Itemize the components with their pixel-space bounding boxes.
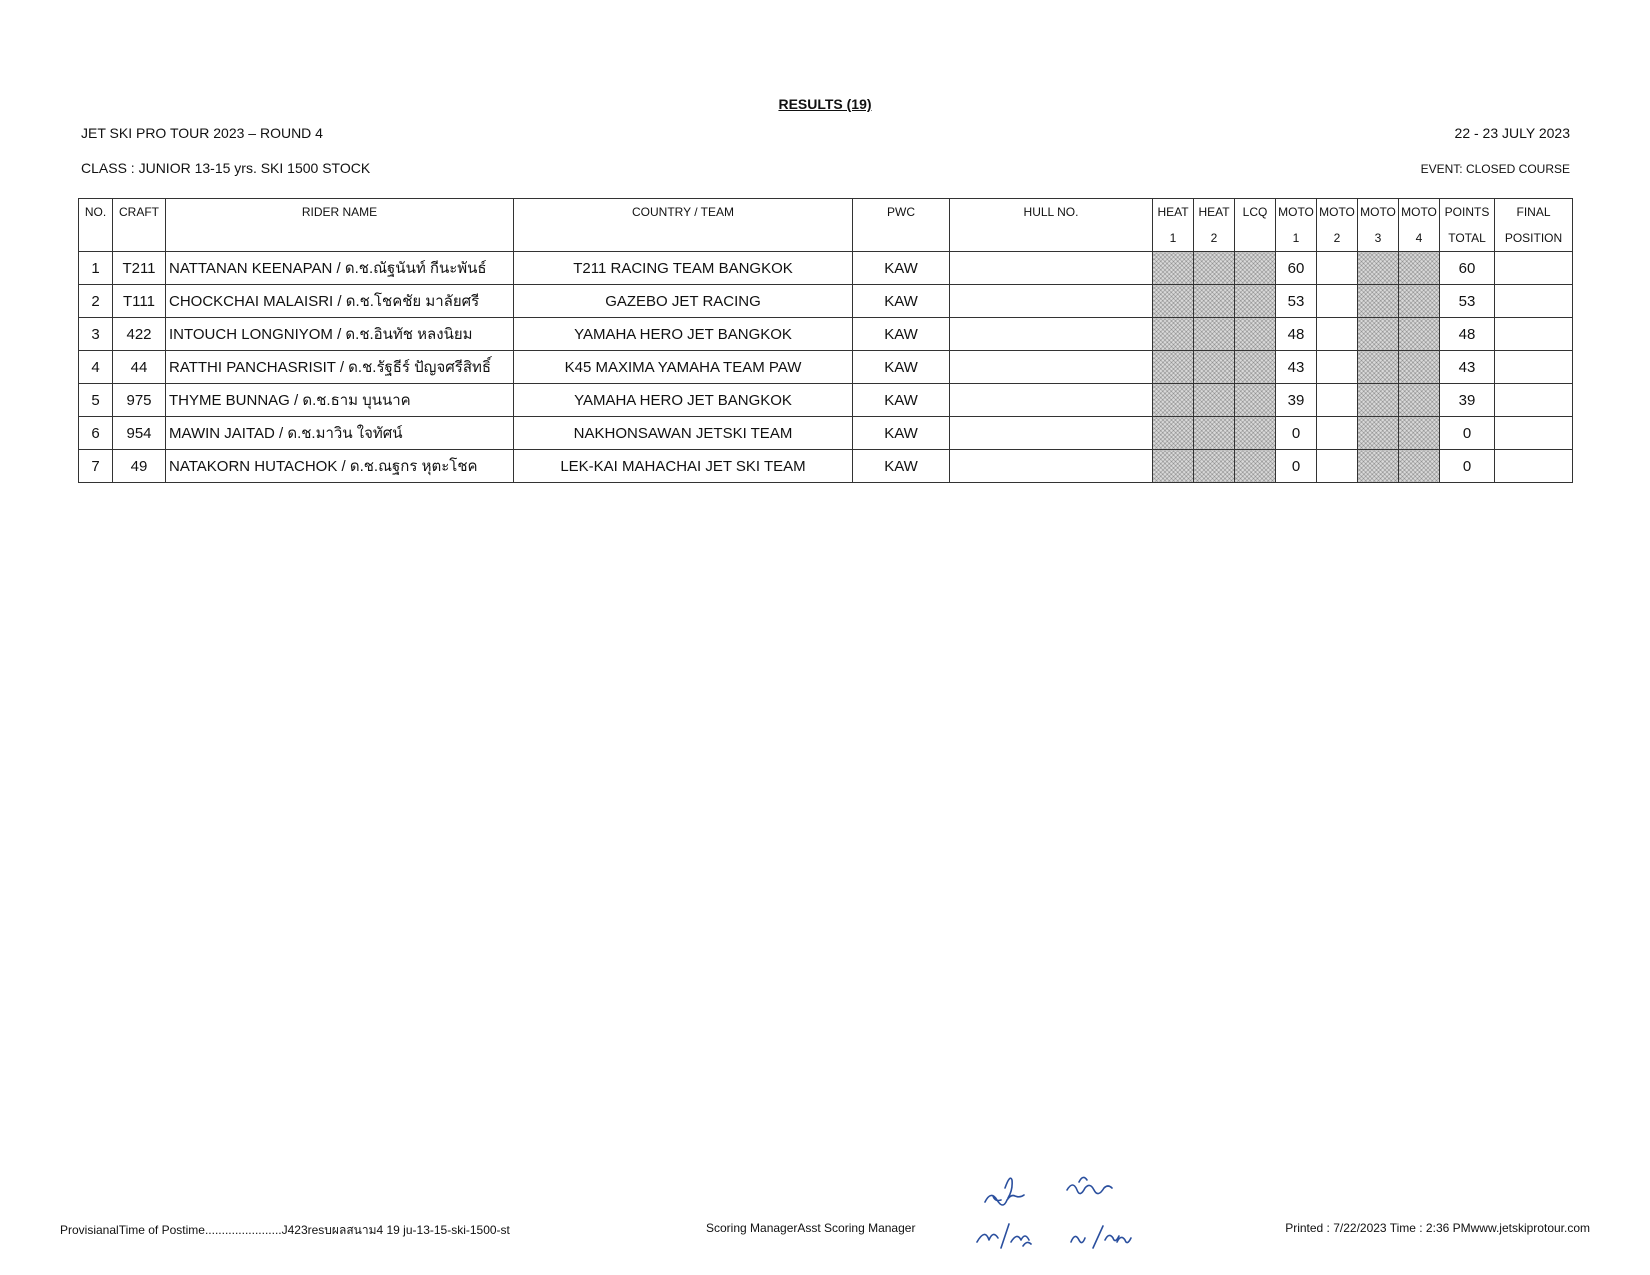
cell-moto-3 (1358, 285, 1399, 318)
cell-pwc: KAW (853, 351, 950, 384)
cell-moto-2 (1317, 417, 1358, 450)
cell-final-position (1495, 252, 1573, 285)
cell-moto-1: 53 (1276, 285, 1317, 318)
cell-pwc: KAW (853, 318, 950, 351)
cell-moto-3 (1358, 252, 1399, 285)
cell-heat-1 (1153, 252, 1194, 285)
cell-moto-1: 0 (1276, 450, 1317, 483)
cell-team: T211 RACING TEAM BANGKOK (514, 252, 853, 285)
cell-rider-name: NATTANAN KEENAPAN / ด.ช.ณัฐนันท์ กีนะพันธ์ (166, 252, 514, 285)
cell-moto-3 (1358, 450, 1399, 483)
header-moto-1: MOTO 1 (1276, 199, 1317, 252)
table-row (79, 450, 1573, 483)
cell-lcq (1235, 252, 1276, 285)
header-rider-name: RIDER NAME (166, 199, 514, 252)
cell-heat-1 (1153, 384, 1194, 417)
header-points-total: POINTS TOTAL (1440, 199, 1495, 252)
cell-rider-name: INTOUCH LONGNIYOM / ด.ช.อินทัช หลงนิยม (166, 318, 514, 351)
cell-final-position (1495, 417, 1573, 450)
cell-rider-name: CHOCKCHAI MALAISRI / ด.ช.โชคชัย มาลัยศรี (166, 285, 514, 318)
cell-craft: 422 (113, 318, 166, 351)
cell-moto-2 (1317, 318, 1358, 351)
cell-final-position (1495, 351, 1573, 384)
event-type: EVENT: CLOSED COURSE (1420, 162, 1570, 176)
cell-moto-4 (1399, 450, 1440, 483)
cell-team: GAZEBO JET RACING (514, 285, 853, 318)
footer-printed-info: Printed : 7/22/2023 Time : 2:36 PMwww.jetskiprotour.com (1285, 1221, 1590, 1235)
cell-points-total: 53 (1440, 285, 1495, 318)
cell-moto-4 (1399, 252, 1440, 285)
cell-no: 7 (79, 450, 113, 483)
results-title: RESULTS (19) (778, 96, 872, 112)
cell-moto-1: 48 (1276, 318, 1317, 351)
table-row (79, 417, 1573, 450)
cell-heat-1 (1153, 417, 1194, 450)
cell-moto-3 (1358, 318, 1399, 351)
cell-team: NAKHONSAWAN JETSKI TEAM (514, 417, 853, 450)
cell-pwc: KAW (853, 384, 950, 417)
footer-scoring-managers: Scoring ManagerAsst Scoring Manager (706, 1221, 916, 1235)
cell-lcq (1235, 318, 1276, 351)
cell-final-position (1495, 384, 1573, 417)
header-moto-4: MOTO 4 (1399, 199, 1440, 252)
cell-moto-1: 60 (1276, 252, 1317, 285)
table-row (79, 318, 1573, 351)
cell-craft: 44 (113, 351, 166, 384)
cell-lcq (1235, 417, 1276, 450)
cell-final-position (1495, 450, 1573, 483)
cell-moto-3 (1358, 384, 1399, 417)
cell-heat-2 (1194, 384, 1235, 417)
class-line: CLASS : JUNIOR 13-15 yrs. SKI 1500 STOCK (81, 160, 371, 176)
cell-points-total: 39 (1440, 384, 1495, 417)
cell-moto-2 (1317, 252, 1358, 285)
cell-heat-1 (1153, 285, 1194, 318)
table-row (79, 285, 1573, 318)
cell-moto-3 (1358, 417, 1399, 450)
cell-no: 5 (79, 384, 113, 417)
cell-rider-name: RATTHI PANCHASRISIT / ด.ช.รัฐธีร์ ปัญจศรีสิทธิ์ (166, 351, 514, 384)
cell-hull-no (950, 351, 1153, 384)
cell-points-total: 0 (1440, 450, 1495, 483)
cell-heat-1 (1153, 318, 1194, 351)
cell-rider-name: THYME BUNNAG / ด.ช.ธาม บุนนาค (166, 384, 514, 417)
handwritten-signatures (975, 1168, 1175, 1258)
header-final-position: FINAL POSITION (1495, 199, 1573, 252)
results-table (78, 198, 1573, 483)
table-row (79, 252, 1573, 285)
event-date: 22 - 23 JULY 2023 (1454, 125, 1570, 141)
cell-heat-2 (1194, 351, 1235, 384)
cell-hull-no (950, 252, 1153, 285)
cell-heat-2 (1194, 318, 1235, 351)
footer-provisional-note: ProvisianalTime of Postime.......................J423resบผลสนาม4 19 ju-13-15-ski-1500-st (60, 1223, 510, 1237)
cell-heat-2 (1194, 285, 1235, 318)
cell-lcq (1235, 450, 1276, 483)
cell-craft: 975 (113, 384, 166, 417)
cell-craft: T211 (113, 252, 166, 285)
cell-moto-2 (1317, 285, 1358, 318)
cell-heat-2 (1194, 450, 1235, 483)
cell-pwc: KAW (853, 252, 950, 285)
cell-pwc: KAW (853, 417, 950, 450)
cell-pwc: KAW (853, 450, 950, 483)
event-name: JET SKI PRO TOUR 2023 – ROUND 4 (81, 125, 323, 141)
cell-moto-1: 43 (1276, 351, 1317, 384)
cell-moto-2 (1317, 384, 1358, 417)
results-table-body (79, 252, 1573, 483)
cell-no: 2 (79, 285, 113, 318)
cell-team: LEK-KAI MAHACHAI JET SKI TEAM (514, 450, 853, 483)
cell-moto-3 (1358, 351, 1399, 384)
cell-points-total: 43 (1440, 351, 1495, 384)
cell-moto-2 (1317, 450, 1358, 483)
cell-points-total: 48 (1440, 318, 1495, 351)
cell-team: YAMAHA HERO JET BANGKOK (514, 318, 853, 351)
cell-final-position (1495, 318, 1573, 351)
cell-points-total: 0 (1440, 417, 1495, 450)
header-country-team: COUNTRY / TEAM (514, 199, 853, 252)
header-heat-2: HEAT 2 (1194, 199, 1235, 252)
header-no: NO. (79, 199, 113, 252)
cell-team: K45 MAXIMA YAMAHA TEAM PAW (514, 351, 853, 384)
cell-moto-4 (1399, 384, 1440, 417)
header-moto-2: MOTO 2 (1317, 199, 1358, 252)
cell-lcq (1235, 384, 1276, 417)
cell-hull-no (950, 450, 1153, 483)
cell-points-total: 60 (1440, 252, 1495, 285)
cell-pwc: KAW (853, 285, 950, 318)
cell-craft: 954 (113, 417, 166, 450)
cell-no: 6 (79, 417, 113, 450)
cell-moto-2 (1317, 351, 1358, 384)
cell-craft: 49 (113, 450, 166, 483)
cell-no: 1 (79, 252, 113, 285)
cell-moto-4 (1399, 285, 1440, 318)
header-hull-no: HULL NO. (950, 199, 1153, 252)
table-row (79, 351, 1573, 384)
cell-heat-1 (1153, 450, 1194, 483)
header-lcq: LCQ (1235, 199, 1276, 252)
header-pwc: PWC (853, 199, 950, 252)
cell-lcq (1235, 285, 1276, 318)
cell-hull-no (950, 318, 1153, 351)
cell-moto-4 (1399, 417, 1440, 450)
cell-moto-4 (1399, 351, 1440, 384)
cell-no: 3 (79, 318, 113, 351)
cell-hull-no (950, 285, 1153, 318)
signature-ink (977, 1177, 1131, 1248)
cell-moto-4 (1399, 318, 1440, 351)
results-table-header (79, 199, 1573, 252)
cell-heat-1 (1153, 351, 1194, 384)
cell-team: YAMAHA HERO JET BANGKOK (514, 384, 853, 417)
cell-heat-2 (1194, 252, 1235, 285)
cell-hull-no (950, 384, 1153, 417)
cell-hull-no (950, 417, 1153, 450)
header-heat-1: HEAT 1 (1153, 199, 1194, 252)
cell-moto-1: 0 (1276, 417, 1317, 450)
cell-no: 4 (79, 351, 113, 384)
table-row (79, 384, 1573, 417)
cell-lcq (1235, 351, 1276, 384)
cell-rider-name: MAWIN JAITAD / ด.ช.มาวิน ใจทัศน์ (166, 417, 514, 450)
cell-final-position (1495, 285, 1573, 318)
cell-moto-1: 39 (1276, 384, 1317, 417)
header-craft: CRAFT (113, 199, 166, 252)
cell-heat-2 (1194, 417, 1235, 450)
header-moto-3: MOTO 3 (1358, 199, 1399, 252)
cell-rider-name: NATAKORN HUTACHOK / ด.ช.ณฐกร หุตะโชค (166, 450, 514, 483)
cell-craft: T111 (113, 285, 166, 318)
